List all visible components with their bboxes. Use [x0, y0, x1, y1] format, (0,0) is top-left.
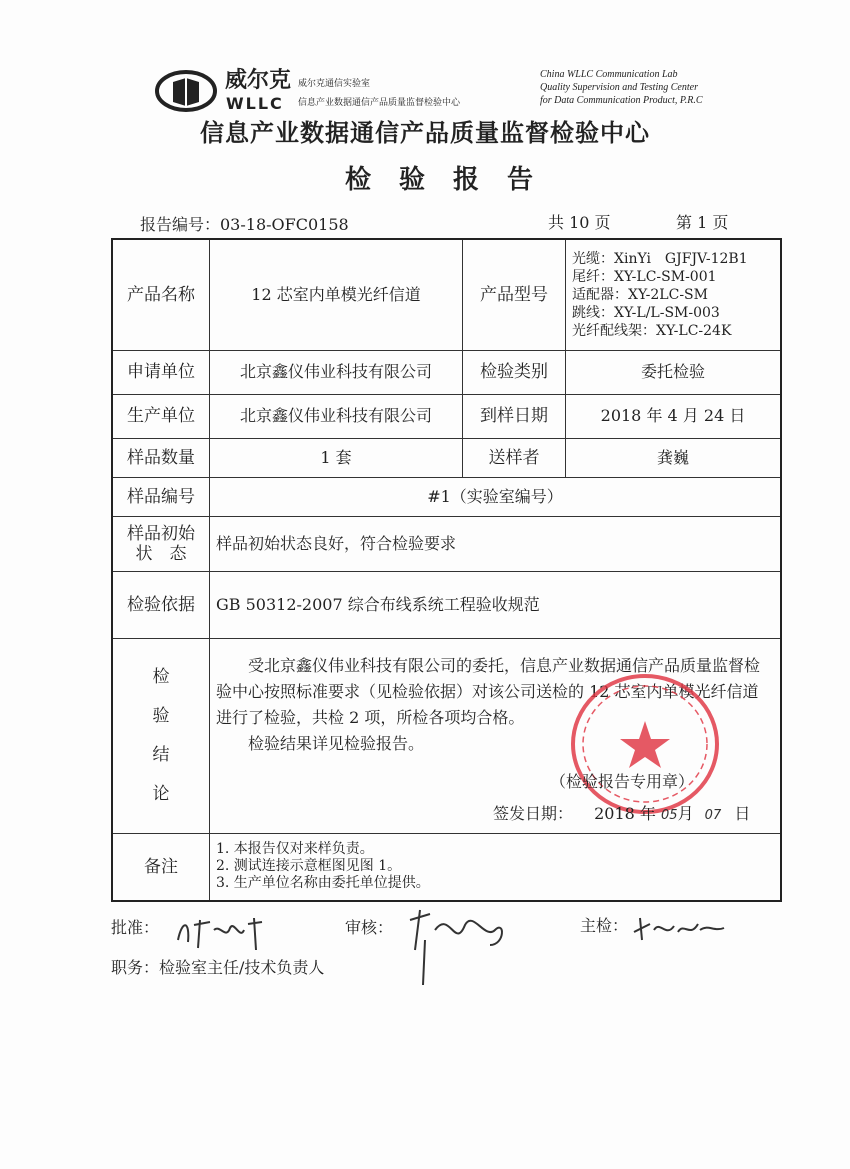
- en-line3: for Data Communication Product, P.R.C: [540, 95, 703, 106]
- inspector-signature-icon: [630, 910, 730, 945]
- sample-no-label: 样品编号: [112, 477, 210, 516]
- conclusion: [210, 638, 782, 833]
- sample-no: #1（实验室编号）: [210, 477, 782, 516]
- inspector-label: 主检：: [580, 916, 629, 935]
- seal-note: （检验报告专用章）: [550, 771, 695, 791]
- notes-label: 备注: [112, 833, 210, 901]
- test-type-label: 检验类别: [463, 350, 566, 394]
- approver-signature-icon: [170, 910, 280, 955]
- en-line2: Quality Supervision and Testing Center: [540, 82, 698, 93]
- model-line: 尾纤：XY-LC-SM-001: [572, 268, 717, 285]
- qty-label: 样品数量: [112, 438, 210, 477]
- note-item: 1. 本报告仅对来样负责。: [216, 841, 374, 858]
- report-title: 检验报告: [344, 165, 561, 195]
- product-name: 12 芯室内单模光纤信道: [210, 239, 463, 350]
- report-number: 报告编号：03-18-OFC0158: [140, 215, 349, 234]
- test-type: 委托检验: [566, 350, 782, 394]
- model-line: 跳线：XY-L/L-SM-003: [572, 304, 720, 321]
- applicant-label: 申请单位: [112, 350, 210, 394]
- logo-cn: 威尔克: [225, 68, 292, 93]
- note-item: 2. 测试连接示意框图见图 1。: [216, 858, 402, 875]
- issue-year: 2018 年: [594, 803, 656, 823]
- sender-label: 送样者: [463, 438, 566, 477]
- report-table: [111, 238, 782, 902]
- product-models: [566, 239, 782, 350]
- model-line: 适配器：XY-2LC-SM: [572, 286, 708, 303]
- issue-day: 07: [704, 807, 722, 823]
- manufacturer-label: 生产单位: [112, 394, 210, 438]
- review-label: 审核：: [345, 918, 394, 937]
- label-char: 验: [152, 705, 170, 726]
- initial-state-label: [112, 516, 210, 571]
- reviewer-signature-icon: [395, 900, 515, 990]
- conclusion-text: 受北京鑫仪伟业科技有限公司的委托，信息产业数据通信产品质量监督检验中心按照标准要求（见检验依据）对该公司送检的 12 芯室内单模光纤信道进行了检验，共检 2 项，所检各项均合格。: [216, 655, 761, 727]
- model-line: 光纤配线架：XY-LC-24K: [572, 322, 732, 339]
- row-product: [112, 239, 781, 350]
- basis-label: 检验依据: [112, 571, 210, 638]
- label-line: 状 态: [135, 543, 187, 564]
- issue-month: 05: [661, 807, 678, 823]
- page-number: 第 1 页: [676, 213, 729, 232]
- initial-state: 样品初始状态良好，符合检验要求: [210, 516, 782, 571]
- applicant: 北京鑫仪伟业科技有限公司: [210, 350, 463, 394]
- logo-en: WLLC: [226, 94, 284, 113]
- basis: GB 50312-2007 综合布线系统工程验收规范: [210, 571, 782, 638]
- approve-label: 批准：: [111, 918, 160, 937]
- total-pages: 共 10 页: [548, 213, 611, 232]
- position: 职务：检验室主任/技术负责人: [111, 958, 325, 977]
- note-item: 3. 生产单位名称由委托单位提供。: [216, 875, 430, 892]
- arrival-date: 2018 年 4 月 24 日: [566, 394, 782, 438]
- notes: [210, 833, 782, 901]
- logo-sub1: 威尔克通信实验室: [298, 79, 371, 89]
- issue-label: 签发日期：: [493, 803, 574, 823]
- day-unit: 日: [734, 803, 751, 823]
- logo-sub2: 信息产业数据通信产品质量监督检验中心: [298, 98, 461, 108]
- manufacturer: 北京鑫仪伟业科技有限公司: [210, 394, 463, 438]
- conclusion-detail: 检验结果详见检验报告。: [248, 733, 425, 753]
- label-char: 检: [152, 666, 170, 687]
- label-char: 论: [152, 783, 170, 804]
- official-seal-icon: [565, 669, 725, 819]
- qty: 1 套: [210, 438, 463, 477]
- month-unit: 月: [677, 803, 694, 823]
- sender: 龚巍: [566, 438, 782, 477]
- conclusion-label: [112, 638, 210, 833]
- model-line: 光缆：XinYi GJFJV-12B1: [572, 250, 748, 267]
- label-char: 结: [152, 744, 170, 765]
- label-line: 样品初始: [127, 523, 195, 544]
- en-line1: China WLLC Communication Lab: [540, 69, 678, 80]
- wllc-logo-icon: [155, 70, 217, 112]
- product-model-label: 产品型号: [463, 239, 566, 350]
- arrival-label: 到样日期: [463, 394, 566, 438]
- product-name-label: 产品名称: [112, 239, 210, 350]
- center-title: 信息产业数据通信产品质量监督检验中心: [200, 119, 650, 147]
